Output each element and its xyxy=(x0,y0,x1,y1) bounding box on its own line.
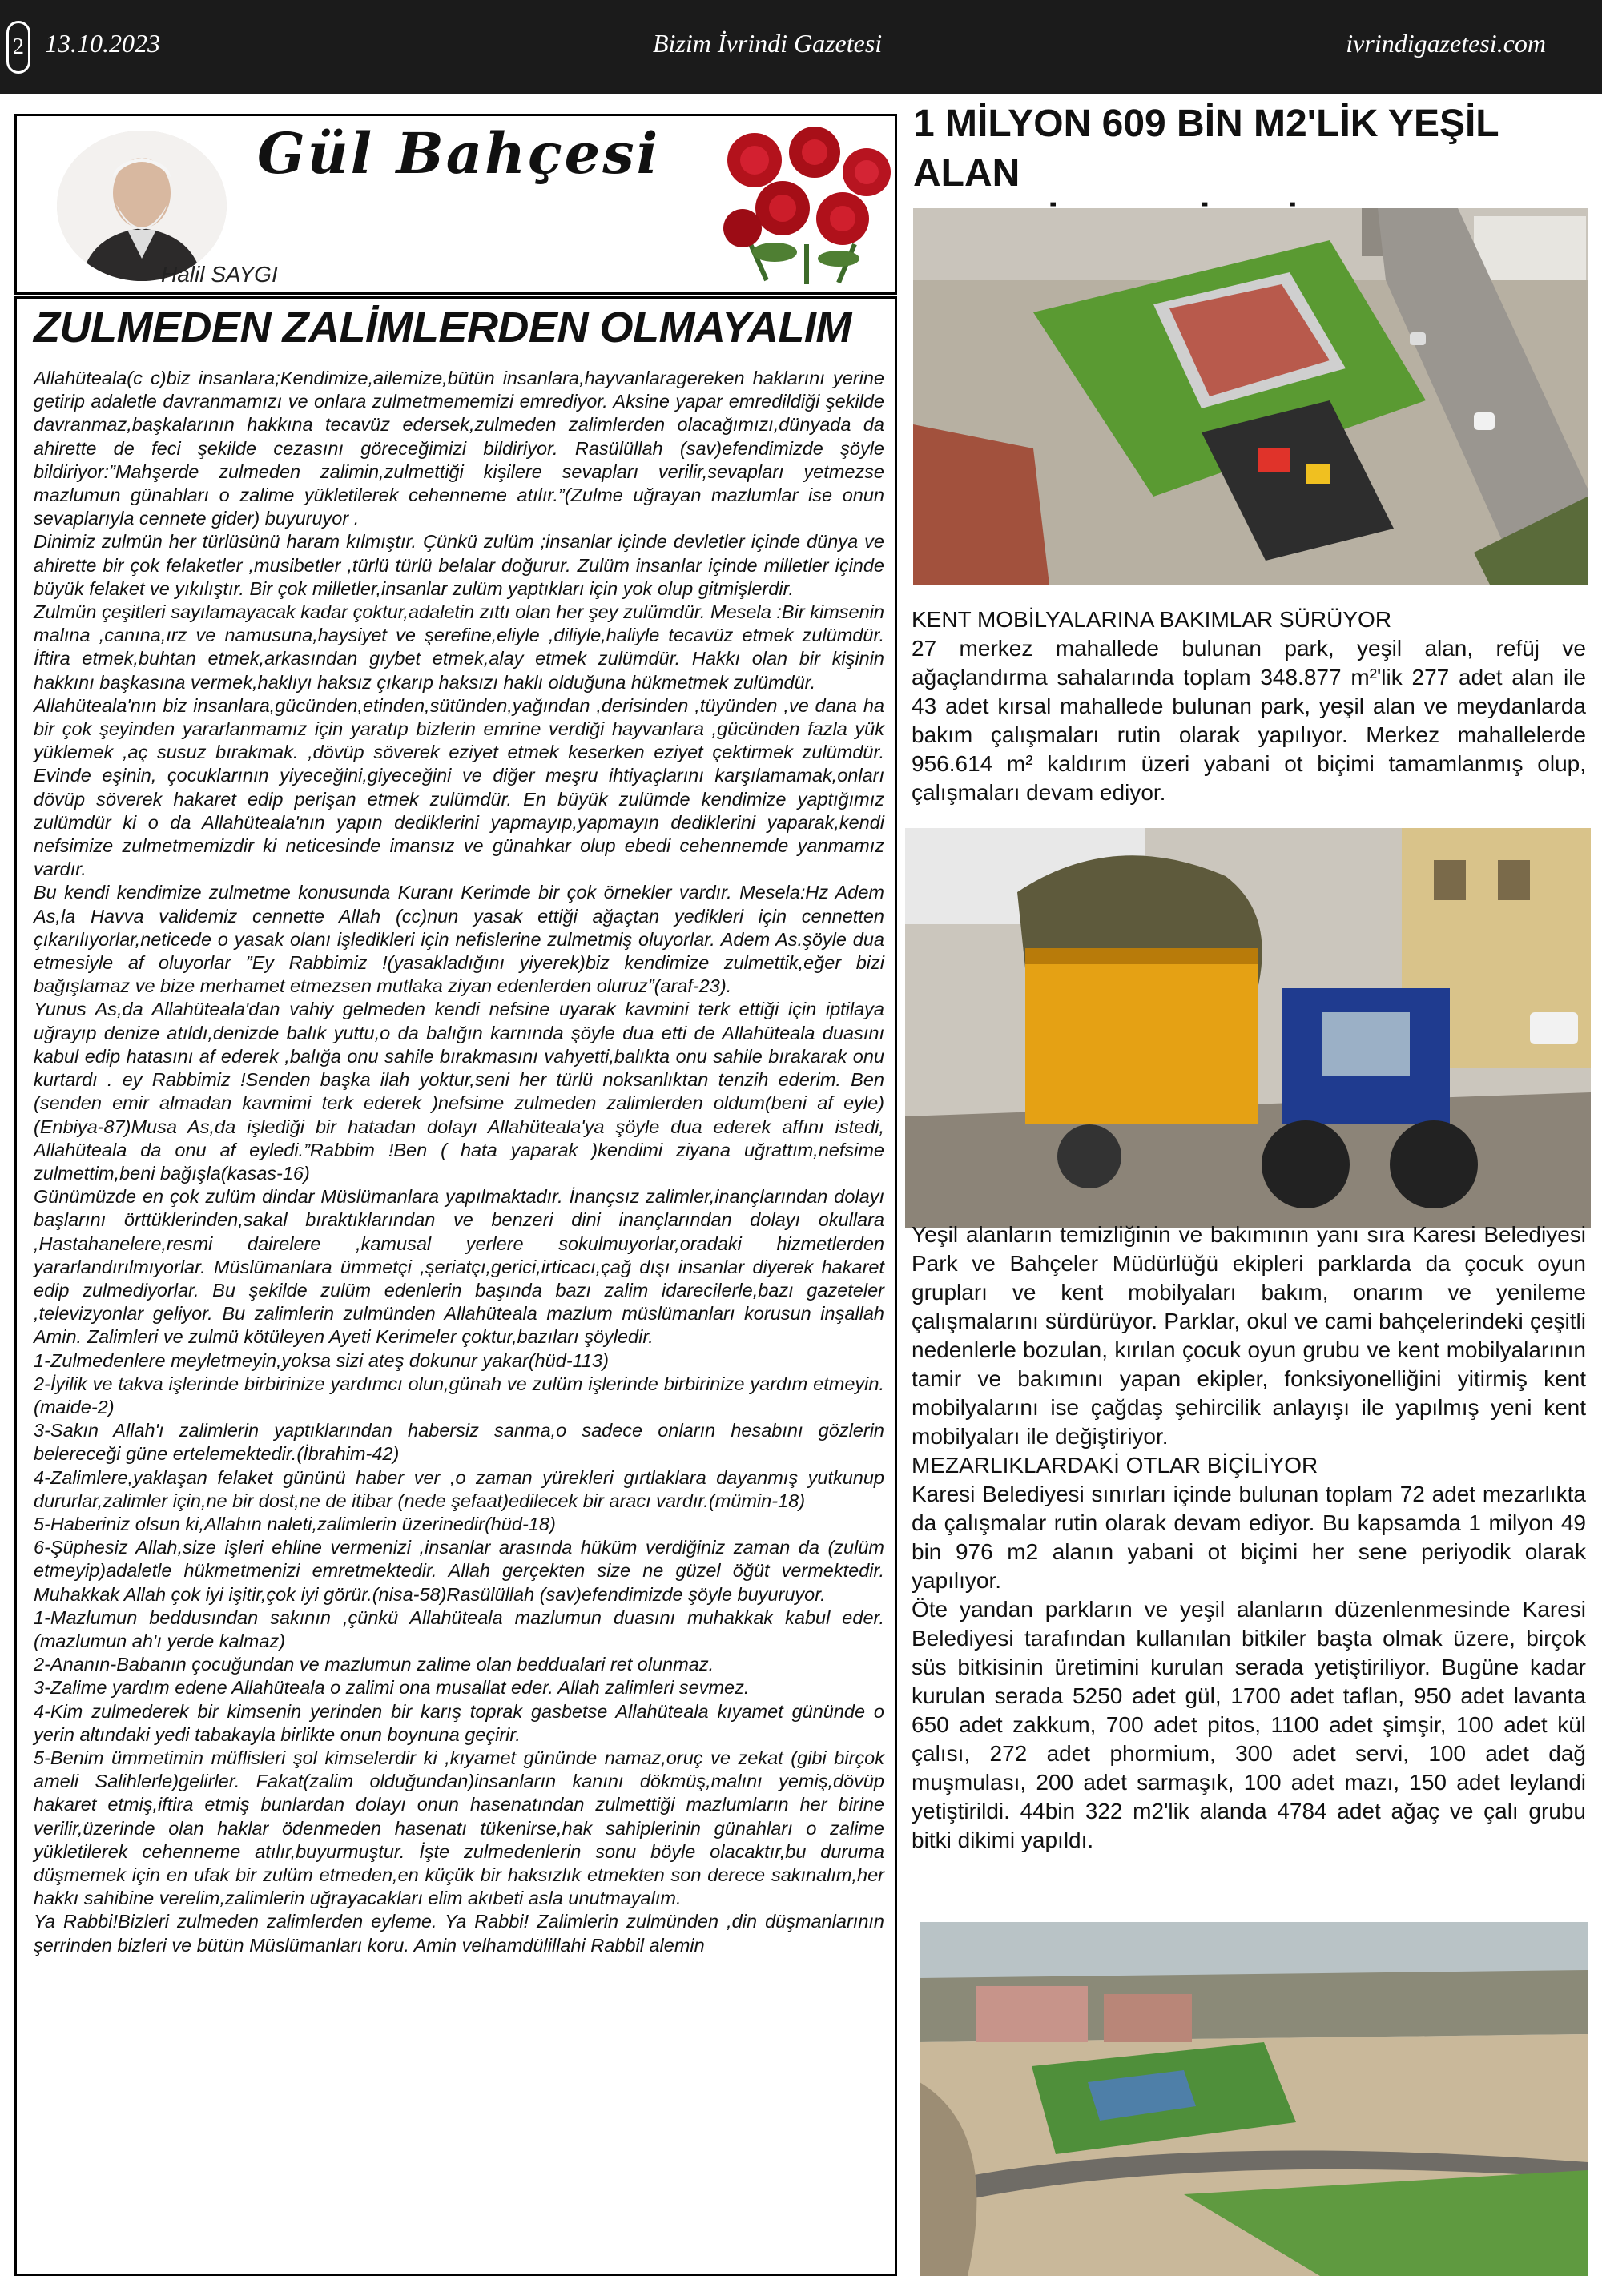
paragraph: 4-Zalimlere,yaklaşan felaket gününü haber ver ,o zaman yürekleri gırtlaklara dayanmış yutkunup dururlar,zalimler için,ne bir dost,ne de itibar (nede şefaat)edilecek bir aracı vardır.(mümin-18) xyxy=(34,1466,884,1511)
left-article-body xyxy=(34,367,884,1957)
paragraph: 3-Sakın Allah'ı zalimlerin yaptıklarından habersiz sanma,o sadece onların hesabını gözlerin belereceği güne ertelemektedir.(İbrahim-42) xyxy=(34,1420,884,1465)
column-title: Gül Bahçesi xyxy=(257,120,661,187)
author-name: Halil SAYGI xyxy=(161,262,278,287)
paragraph: 1-Mazlumun beddusından sakının ,çünkü Allahüteala mazlumun duasını muhakkak kabul eder.(mazlumun ah'ı yerde kalmaz) xyxy=(34,1606,884,1651)
paragraph: 3-Zalime yardım edene Allahüteala o zalimi ona musallat eder. Allah zalimleri sevmez. xyxy=(34,1677,750,1699)
page-number: 2 xyxy=(6,21,30,74)
roses-image xyxy=(718,124,893,284)
issue-date: 13.10.2023 xyxy=(45,29,160,58)
paragraph: 27 merkez mahallede bulunan park, yeşil alan, refüj ve ağaçlandırma sahalarında toplam 348.877 m²'lik 277 adet alan ile 43 adet kırsal mahallede bulunan park, yeşil alan ve meydanlarda bakım çalışmaları rutin olarak yapılıyor. Merkez mahallelerde 956.614 m² kaldırım üzeri yabani ot biçimi tamamlanmış olup, çalışmaları devam ediyor. xyxy=(912,636,1586,805)
paragraph: 6-Şüphesiz Allah,size işleri ehline vermenizi ,insanlar arasında hüküm verdiğiniz zaman da (zulüm etmeyip)adaletle hükmetmenizi emretmektedir. Allah gerçekten size ne güzel öğüt vermektedir. Muhakkak Allah çok iyi işitir,çok iyi görür.(nisa-58)Rasülüllah (sav)efendimizde şöyle buyuruyor. xyxy=(34,1537,884,1605)
loader-photo xyxy=(905,828,1591,1228)
paragraph: 5-Haberiniz olsun ki,Allahın naleti,zalimlerin üzerinedir(hüd-18) xyxy=(34,1513,556,1534)
park-panorama-photo xyxy=(920,1922,1588,2276)
paragraph: Öte yandan parkların ve yeşil alanların düzenlenmesinde Karesi Belediyesi tarafından kullanılan bitkiler başta olmak üzere, birçok süs bitkisinin üretimini kurulan serada yetiştiriliyor. Bugüne kadar kurulan serada 5250 adet gül, 1700 adet taflan, 950 adet lavanta 650 adet zakkum, 700 adet pitos, 1100 adet şimşir, 100 adet kül çalısı, 272 adet phormium, 300 adet servi, 100 adet dağ muşmulası, 200 adet sarmaşık, 100 adet mazı, 150 adet leylandi yetiştirildi. 44bin 322 m2'lik alanda 4784 adet ağaç ve çalı grubu bitki dikimi yapıldı. xyxy=(912,1597,1586,1852)
column-header xyxy=(14,114,897,295)
author-photo xyxy=(57,131,227,281)
paragraph: Yeşil alanların temizliğinin ve bakımının yanı sıra Karesi Belediyesi Park ve Bahçeler Müdürlüğü ekipleri parklarda da çocuk oyun grupları ve kent mobilyaları bakım, onarım ve yenileme çalışmalarını sürdürüyor. Parklar, okul ve cami bahçelerindeki çeşitli nedenlerle bozulan, kırılan çocuk oyun grubu ve kent mobilyalarının tamir ve bakımını yapan ekipler, fonksiyonelliğini yitirmiş kent mobilyalarını ise çağdaş şehircilik anlayışı ile yapılmış yeni kent mobilyaları ile değiştiriyor. xyxy=(912,1222,1586,1449)
paragraph: Ya Rabbi!Bizleri zulmeden zalimlerden eyleme. Ya Rabbi! Zalimlerin zulmünden ,din düşmanlarının şerrinden bizleri ve bütün Müslümanları koru. Amin velhamdülillahi Rabbil alemin xyxy=(34,1911,884,1956)
paragraph: Karesi Belediyesi sınırları içinde bulunan toplam 72 adet mezarlıkta da çalışmalar rutin olarak devam ediyor. Bu kapsamda 1 milyon 49 bin 976 m2 alanın yabani ot biçimi her sene periyodik olarak yapılıyor. xyxy=(912,1482,1586,1593)
paragraph: 5-Benim ümmetimin müflisleri şol kimselerdir ki ,kıyamet gününde namaz,oruç ve zekat (gibi birçok ameli Salihlerle)gelirler. Fakat(zalim olduğundan)insanların kanını dökmüş,malını yemiş,dövüp hakaret etmiş,iftira etmiş bunlardan dolayı onun hasenatından zulmettiği mazlumların her birine verilir,üzerinde olan haklar ödenmeden hasenatı tükenirse,hak sahiplerinin günahları o zalime yükletilerek cehenneme atılır,buyurmuştur. İşte zulmedenlerin sonu böyle olacaktır,bu duruma düşmemek için en ufak bir zulüm etmeden,en küçük bir haksızlık etmekten son derece sakınalım,her hakkı sahibine verelim,zalimlerin uğrayacakları elim akıbeti asla unutmayalım. xyxy=(34,1747,884,1909)
title-line: 1 MİLYON 609 BİN M2'LİK YEŞİL ALAN xyxy=(913,103,1499,195)
left-article-title: ZULMEDEN ZALİMLERDEN OLMAYALIM xyxy=(34,304,851,352)
paper-name: Bizim İvrindi Gazetesi xyxy=(653,29,883,58)
paragraph: 1-Zulmedenlere meyletmeyin,yoksa sizi ateş dokunur yakar(hüd-113) xyxy=(34,1349,609,1371)
paragraph: Günümüzde en çok zulüm dindar Müslümanlara yapılmaktadır. İnançsız zalimler,inançlarından dolayı başlarını örttüklerinden,sakal bıraktıklarından ve benzeri dini inançlarından dolayı okullara ,Hastahanelere,resmi dairelere ,kamusal yerlere sokulmuyorlar,oradaki hizmetlerden yararlandırılmıyorlar. Müslümanlara ümmetçi ,şeriatçı,gerici,irticacı,çağ dışı insanlar diyerek hakaret edip zulmediyorlar. Bu şekilde zulüm edenlerin başında bazı zalim idarecilerle,bazı gazeteler ,televizyonlar geliyor. Bu zalimlerin zulmünden Allahüteala mazlum müslümanları korusun inşallah Amin. Zalimleri ve zulmü kötüleyen Ayeti Kerimeler çoktur,bazıları şöyledir. xyxy=(34,1186,884,1348)
right-article-block-1 xyxy=(912,605,1586,807)
paragraph: Dinimiz zulmün her türlüsünü haram kılmıştır. Çünkü zulüm ;insanlar içinde devletler içinde dünya ve ahirette bir çok felaketler ,musibetler ,türlü türlü belalar doğurur. Zulüm insanlar içinde milletler içinde büyük felaket ve yıkılıştır. Bir çok milletler,insanlar zulüm yaptıkları için yok olup gitmişlerdir. xyxy=(34,531,884,599)
paragraph: Zulmün çeşitleri sayılamayacak kadar çoktur,adaletin zıttı olan her şey zulümdür. Mesela :Bir kimsenin malına ,canına,ırz ve namusuna,haysiyet ve şerefine,eliyle ,diliyle,haliyle tecavüz etmek zulümdür. İftira etmek,buhtan etmek,arkasından gıybet etmek,alay etmek zulümdür. Hakkı olan bir kişinin hakkını başkasına vermek,haklıyı haksız çıkarıp haksızı haklı olduğuna hükmetmek zulümdür. xyxy=(34,601,884,693)
park-aerial-photo xyxy=(913,208,1588,585)
paragraph: Yunus As,da Allahüteala'dan vahiy gelmeden kendi nefsine uyarak kavmini terk ettiği için iptilaya uğrayıp denize atıldı,denizde balık yuttu,o da balığın karnında şöyle dua etti de Allahüteala duasını kabul edip hatasını af ederek ,balığa onu sahile bırakmasını vahyetti,balıkta onu sahile bırakarak onu kurtardı . ey Rabbimiz !Senden başka ilah yoktur,seni her türlü noksanlıktan tenzih ederim. Ben (senden emir almadan kavmimi terk ederek )nefsime zulmeden zalimlerden oldum(beni af eyle)(Enbiya-87)Musa As,da işlediği bir hatadan dolayı Allahüteala'ya şöyle dua ederek affını istedi, Allahüteala da onu af eyledi.”Rabbim !Ben ( hata yaparak )kendimi ziyana uğrattım,nefsime zulmettim,beni bağışla(kasas-16) xyxy=(34,999,884,1184)
right-article-block-2 xyxy=(912,1220,1586,1855)
subheading: KENT MOBİLYALARINA BAKIMLAR SÜRÜYOR xyxy=(912,607,1392,632)
paragraph: Allahüteala'nın biz insanlara,gücünden,etinden,sütünden,yağından ,derisinden ,tüyünden ,ve dana ha bir çok şeyinden yararlanmamız için yaratıp bizlerin emrine verdiği hayvanlara ,gücünden fazla yük yüklemek ,aç susuz bırakmak. ,dövüp söverek eziyet etmek keserken eziyet çektirmek zulümdür. Evinde eşinin, çocuklarının yiyeceğini,giyeceğini ve diğer meşru ihtiyaçlarını karşılamamak,onları dövüp söverek hakaret edip perişan etmek zulümdür. En büyük zulümde kendimize yaptığımız zulümdür ki o da Allahüteala'nın yapın dediklerini yapmayıp,yapmayın dediklerini yaparak,kendi nefsimize zulmetmemizdir ki neticesinde imansız ve günahkar olup ebedi cehennemde yanmamız vardır. xyxy=(34,694,884,880)
paragraph: Allahüteala(c c)biz insanlara;Kendimize,ailemize,bütün insanlara,hayvanlaragereken haklarını yerine getirip adaletle davranmamızı ve onlara zulmetmememizi emrediyor. Aksine yapar emredildiği şekilde davranmaz,başkalarının hakkına tecavüz edersek,zulmeden zalimlerden olacağımızı,dünyada da ahirette de feci şekilde cezasını göreceğimizi bildiriyor. Rasülüllah (sav)efendimizde şöyle bildiriyor:”Mahşerde zulmeden zalimin,zulmettiği kişilere sevapları verilir,sevapları yetmezse mazlumun günahları o zalime yükletilerek cehenneme atılır.”(Zulme uğrayan mazlumlar ise onun sevaplarıyla cennete gider) buyuruyor . xyxy=(34,368,884,529)
paragraph: 4-Kim zulmederek bir kimsenin yerinden bir karış toprak gasbetse Allahüteala kıyamet gününde o yerin altındaki yedi tabakayla birlikte onun boynuna geçirir. xyxy=(34,1700,884,1745)
paragraph: 2-Ananın-Babanın çocuğundan ve mazlumun zalime olan beddualari ret olunmaz. xyxy=(34,1654,714,1675)
subheading: MEZARLIKLARDAKİ OTLAR BİÇİLİYOR xyxy=(912,1453,1318,1478)
paragraph: 2-İyilik ve takva işlerinde birbirinize yardımcı olun,günah ve zulüm işlerinde birbirinize yardım etmeyin.(maide-2) xyxy=(34,1373,884,1417)
paragraph: Bu kendi kendimize zulmetme konusunda Kuranı Kerimde bir çok örnekler vardır. Mesela:Hz Adem As,la Havva validemiz cennette Allah (cc)nun yasak ettiği ağaçtan yedikleri için cennetten çıkarılıyorlar,neticede o yasak olanı işledikleri için nefislerine zulmetmiş oluyorlar. Adem As.şöyle dua etmesiyle af oluyorlar ”Ey Rabbimiz !(yasakladığını yiyerek)biz kendimize zulmettik,eğer bizi bağışlamaz ve bize merhamet etmezsen mutlaka ziyan edenlerden oluruz”(araf-23). xyxy=(34,882,884,997)
website-link[interactable]: ivrindigazetesi.com xyxy=(1346,29,1546,58)
header-bar xyxy=(0,0,1602,94)
